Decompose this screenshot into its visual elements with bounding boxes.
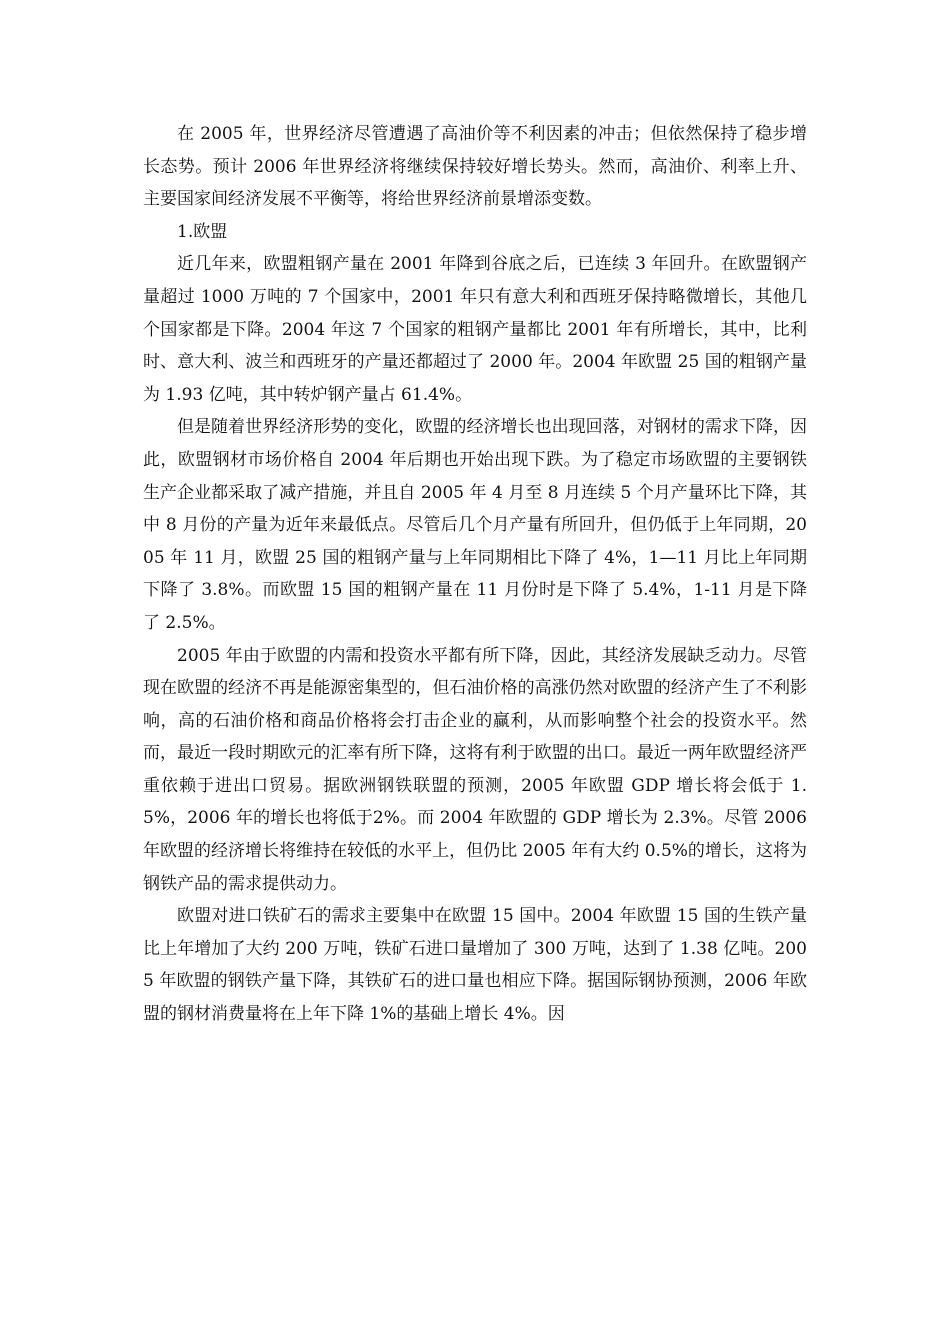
document-page bbox=[143, 118, 807, 1031]
paragraph-eu-market: 但是随着世界经济形势的变化，欧盟的经济增长也出现回落，对钢材的需求下降，因此，欧盟钢材市场价格自 2004 年后期也开始出现下跌。为了稳定市场欧盟的主要钢铁生产企业都采取了减产措施，并且自 2005 年 4 月至 8 月连续 5 个月产量环比下降，其中 8 月份的产量为近年来最低点。尽管后几个月产量有所回升，但仍低于上年同期，2005 年 11 月，欧盟 25 国的粗钢产量与上年同期相比下降了 4%，1—11 月比上年同期下降了 3.8%。而欧盟 15 国的粗钢产量在 11 月份时是下降了 5.4%，1-11 月是下降了 2.5%。 bbox=[143, 417, 807, 633]
paragraph-eu-economy: 2005 年由于欧盟的内需和投资水平都有所下降，因此，其经济发展缺乏动力。尽管现在欧盟的经济不再是能源密集型的，但石油价格的高涨仍然对欧盟的经济产生了不利影响，高的石油价格和商品价格将会打击企业的赢利，从而影响整个社会的投资水平。然而，最近一段时期欧元的汇率有所下降，这将有利于欧盟的出口。最近一两年欧盟经济严重依赖于进出口贸易。据欧洲钢铁联盟的预测，2005 年欧盟 GDP 增长将会低于 1.5%，2006 年的增长也将低于2%。而 2004 年欧盟的 GDP 增长为 2.3%。尽管 2006 年欧盟的经济增长将维持在较低的水平上，但仍比 2005 年有大约 0.5%的增长，这将为钢铁产品的需求提供动力。 bbox=[143, 645, 807, 894]
paragraph-eu-iron-ore: 欧盟对进口铁矿石的需求主要集中在欧盟 15 国中。2004 年欧盟 15 国的生铁产量比上年增加了大约 200 万吨，铁矿石进口量增加了 300 万吨，达到了 1.38 亿吨。2005 年欧盟的钢铁产量下降，其铁矿石的进口量也相应下降。据国际钢协预测，2006 年欧盟的钢材消费量将在上年下降 1%的基础上增长 4%。因 bbox=[143, 906, 807, 1025]
section-heading-eu: 1.欧盟 bbox=[177, 221, 228, 242]
intro-paragraph: 在 2005 年，世界经济尽管遭遇了高油价等不利因素的冲击；但依然保持了稳步增长态势。预计 2006 年世界经济将继续保持较好增长势头。然而，高油价、利率上升、主要国家间经济发展不平衡等，将给世界经济前景增添变数。 bbox=[143, 124, 807, 210]
paragraph-eu-production: 近几年来，欧盟粗钢产量在 2001 年降到谷底之后，已连续 3 年回升。在欧盟钢产量超过 1000 万吨的 7 个国家中，2001 年只有意大利和西班牙保持略微增长，其他几个国家都是下降。2004 年这 7 个国家的粗钢产量都比 2001 年有所增长，其中，比利时、意大利、波兰和西班牙的产量还都超过了 2000 年。2004 年欧盟 25 国的粗钢产量为 1.93 亿吨，其中转炉钢产量占 61.4%。 bbox=[143, 254, 807, 405]
